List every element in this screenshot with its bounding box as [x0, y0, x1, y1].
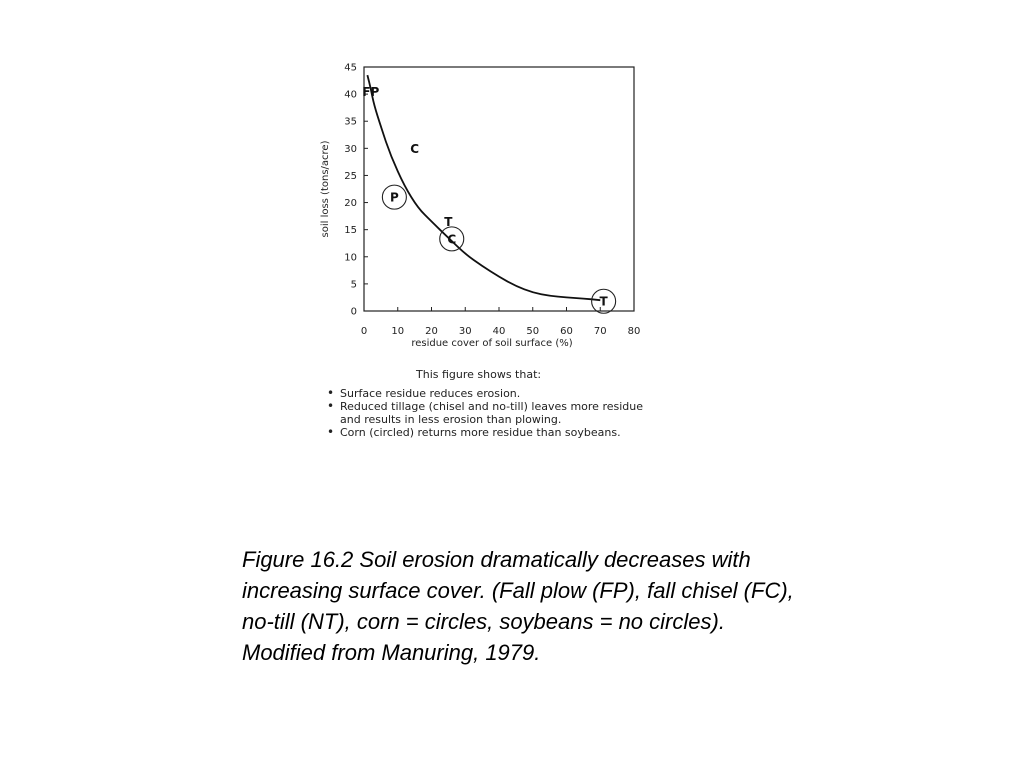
- y-tick-label: 30: [344, 143, 357, 155]
- point-label: C: [447, 232, 457, 247]
- x-tick-label: 50: [526, 326, 540, 337]
- point-label: P: [389, 190, 399, 205]
- y-tick-label: 45: [344, 62, 357, 74]
- soil-loss-chart: [310, 55, 650, 355]
- x-tick-label: 70: [593, 326, 607, 337]
- y-tick-label: 20: [344, 198, 357, 210]
- y-tick-label: 10: [344, 252, 357, 264]
- y-tick-label: 0: [350, 306, 357, 318]
- x-tick-label: 60: [560, 326, 573, 337]
- notes-list: [322, 387, 662, 439]
- notes-item: • Surface residue reduces erosion.: [340, 387, 662, 400]
- point-label: C: [410, 141, 420, 156]
- x-axis-label: residue cover of soil surface (%): [411, 338, 573, 349]
- notes-item: • Reduced tillage (chisel and no-till) leaves more residue and results in less erosion than plowing.: [340, 400, 662, 426]
- y-tick-label: 5: [350, 279, 357, 291]
- notes-intro: This figure shows that:: [416, 368, 542, 381]
- x-tick-label: 80: [627, 326, 641, 337]
- x-tick-label: 10: [391, 326, 405, 337]
- y-tick-label: 25: [344, 170, 357, 182]
- y-tick-label: 15: [344, 225, 357, 237]
- x-tick-label: 20: [425, 326, 438, 337]
- figure-notes: [322, 368, 662, 439]
- x-tick-label: 40: [492, 326, 506, 337]
- point-label: FP: [362, 84, 380, 99]
- point-label: T: [444, 215, 453, 230]
- plot-frame: [364, 67, 634, 311]
- x-tick-label: 30: [458, 326, 472, 337]
- y-tick-label: 40: [344, 89, 357, 101]
- y-axis-label: soil loss (tons/acre): [320, 140, 331, 238]
- figure-caption: Figure 16.2 Soil erosion dramatically decreases with increasing surface cover. (Fall plow (FP), fall chisel (FC), no-till (NT), corn = circles, soybeans = no circles). Modified from Manuring, 1979.: [242, 547, 794, 665]
- point-label: T: [599, 294, 608, 309]
- y-tick-label: 35: [344, 116, 357, 128]
- notes-item: • Corn (circled) returns more residue than soybeans.: [340, 426, 662, 439]
- x-tick-label: 0: [360, 326, 368, 337]
